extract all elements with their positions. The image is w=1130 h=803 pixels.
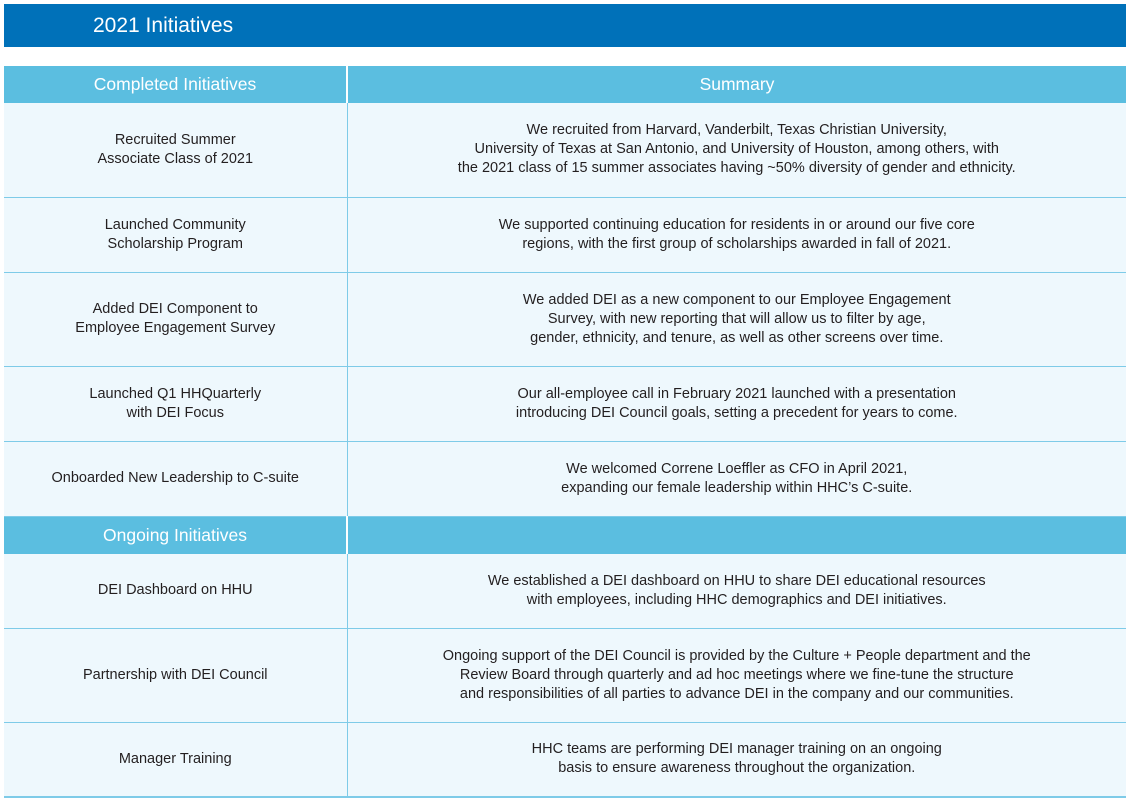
- summary-cell: We added DEI as a new component to our Employee Engagement Survey, with new reporting that will allow us to filter by age, gender, ethnicity, and tenure, as well as other screens over time.: [347, 272, 1126, 366]
- summary-cell: We established a DEI dashboard on HHU to share DEI educational resources with employees, including HHC demographics and DEI initiatives.: [347, 554, 1126, 629]
- column-header-initiative: Completed Initiatives: [4, 66, 347, 103]
- table-row: [4, 723, 1126, 797]
- page-title: 2021 Initiatives: [93, 14, 234, 37]
- initiative-cell: Launched Q1 HHQuarterly with DEI Focus: [4, 366, 347, 441]
- table-row: [4, 272, 1126, 366]
- table-row: [4, 629, 1126, 723]
- initiative-cell: Recruited Summer Associate Class of 2021: [4, 103, 347, 197]
- table-row: [4, 441, 1126, 516]
- summary-cell: We supported continuing education for residents in or around our five core regions, with the first group of scholarships awarded in fall of 2021.: [347, 197, 1126, 272]
- ongoing-section-header-blank: [347, 516, 1126, 554]
- summary-cell: Our all-employee call in February 2021 launched with a presentation introducing DEI Council goals, setting a precedent for years to come.: [347, 366, 1126, 441]
- initiative-cell: Partnership with DEI Council: [4, 629, 347, 723]
- summary-cell: Ongoing support of the DEI Council is provided by the Culture + People department and the Review Board through quarterly and ad hoc meetings where we fine-tune the structure and responsibilities of all parties to advance DEI in the company and our communities.: [347, 629, 1126, 723]
- ongoing-section-header-row: [4, 516, 1126, 554]
- initiative-cell: Launched Community Scholarship Program: [4, 197, 347, 272]
- summary-cell: We welcomed Correne Loeffler as CFO in April 2021, expanding our female leadership within HHC’s C-suite.: [347, 441, 1126, 516]
- table-row: [4, 197, 1126, 272]
- table-header-row: [4, 66, 1126, 103]
- column-header-summary: Summary: [347, 66, 1126, 103]
- summary-cell: HHC teams are performing DEI manager training on an ongoing basis to ensure awareness throughout the organization.: [347, 723, 1126, 797]
- summary-cell: We recruited from Harvard, Vanderbilt, Texas Christian University, University of Texas at San Antonio, and University of Houston, among others, with the 2021 class of 15 summer associates having ~50% diversity of gender and ethnicity.: [347, 103, 1126, 197]
- page-title-banner: [4, 4, 1126, 47]
- initiatives-table: [4, 66, 1126, 798]
- initiative-cell: Manager Training: [4, 723, 347, 797]
- table-row: [4, 366, 1126, 441]
- initiative-cell: Added DEI Component to Employee Engagement Survey: [4, 272, 347, 366]
- initiative-cell: Onboarded New Leadership to C-suite: [4, 441, 347, 516]
- table-row: [4, 554, 1126, 629]
- table-row: [4, 103, 1126, 197]
- initiative-cell: DEI Dashboard on HHU: [4, 554, 347, 629]
- ongoing-section-header: Ongoing Initiatives: [4, 516, 347, 554]
